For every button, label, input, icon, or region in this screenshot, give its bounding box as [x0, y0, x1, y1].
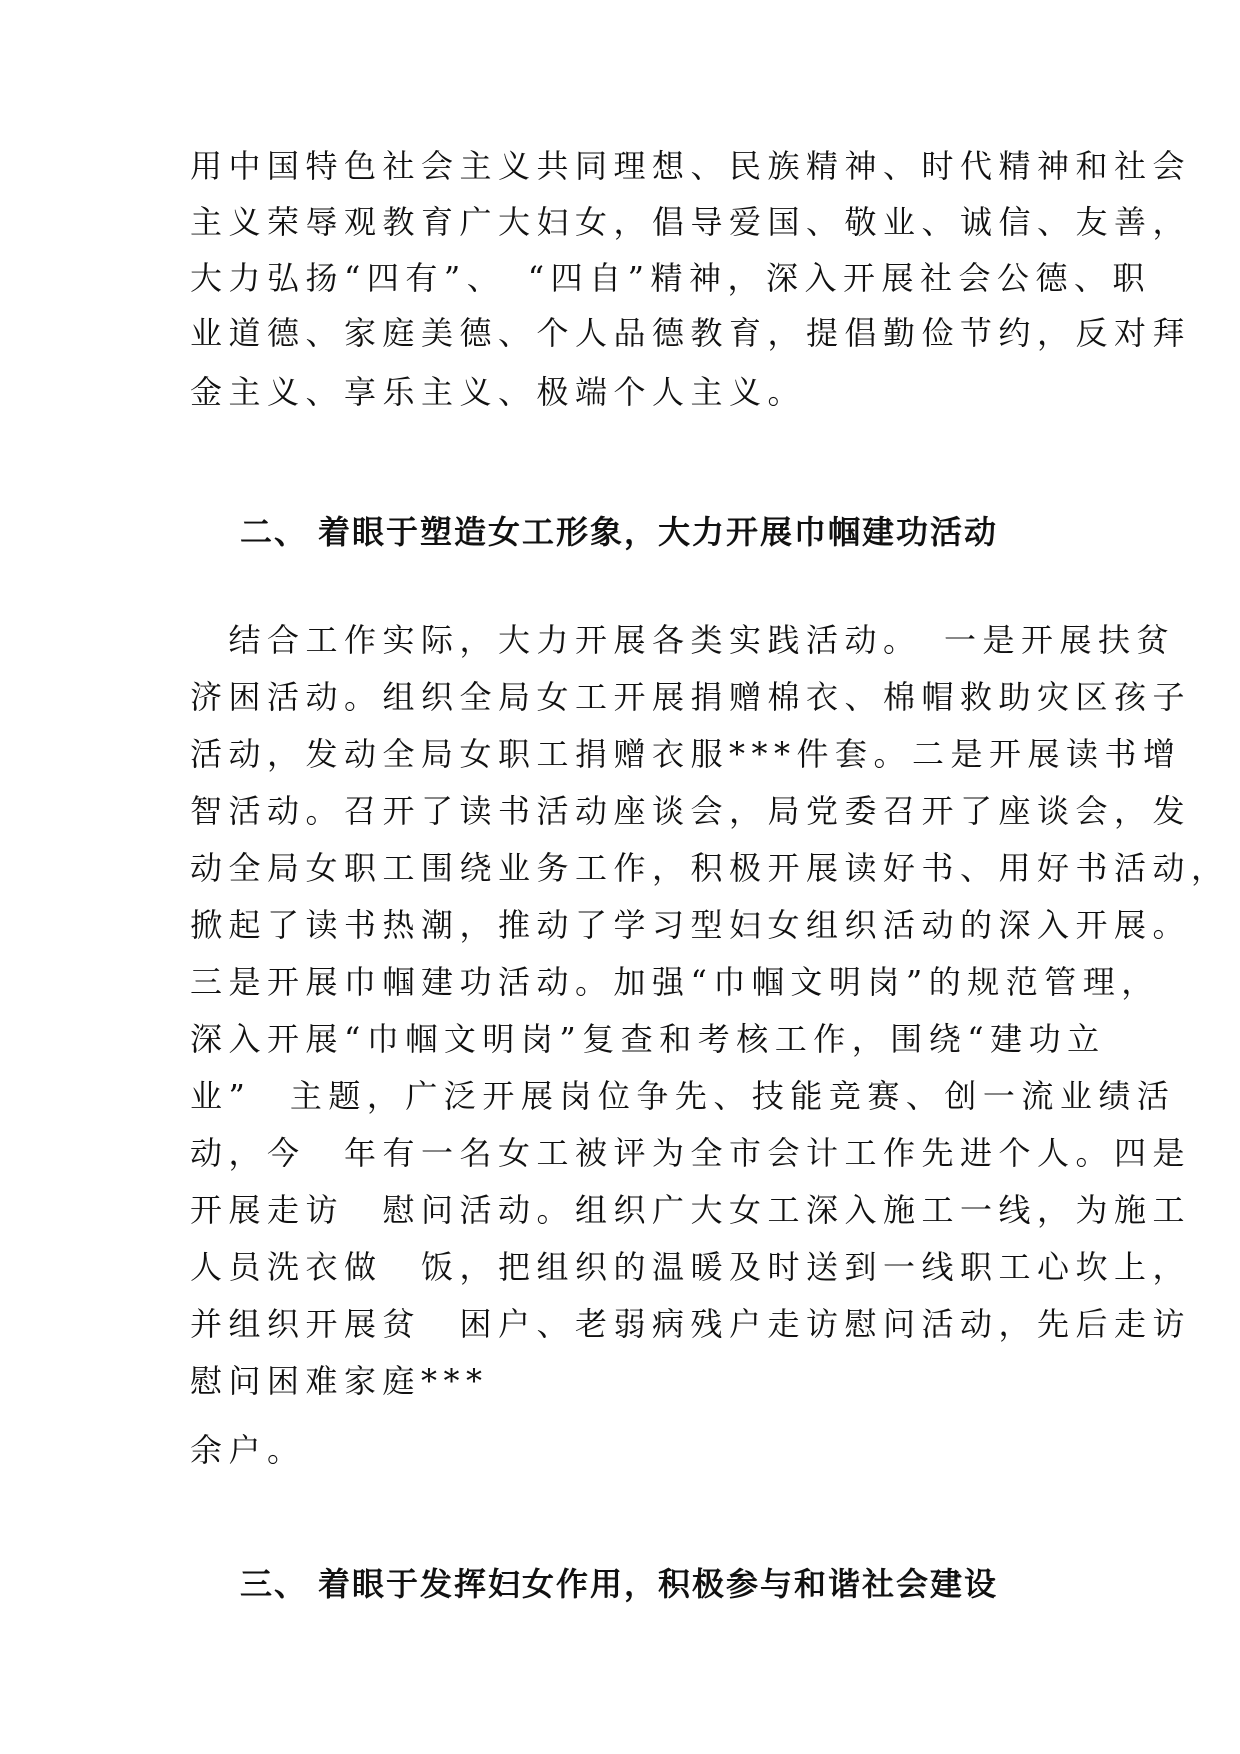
paragraph-2-line-10: 动，今 年有一名女工被评为全市会计工作先进个人。四是	[190, 1134, 1192, 1172]
paragraph-2-line-5: 动全局女职工围绕业务工作，积极开展读好书、用好书活动，	[190, 849, 1230, 887]
paragraph-1-line-1: 用中国特色社会主义共同理想、民族精神、时代精神和社会	[190, 147, 1192, 185]
paragraph-2-line-2: 济困活动。组织全局女工开展捐赠棉衣、棉帽救助灾区孩子	[190, 678, 1192, 716]
paragraph-2-line-14: 慰问困难家庭***	[190, 1362, 489, 1400]
paragraph-2-line-6: 掀起了读书热潮，推动了学习型妇女组织活动的深入开展。	[190, 906, 1192, 944]
paragraph-2-line-12: 人员洗衣做 饭，把组织的温暖及时送到一线职工心坎上，	[190, 1248, 1192, 1286]
paragraph-1-line-4: 业道德、家庭美德、个人品德教育，提倡勤俭节约，反对拜	[190, 314, 1192, 352]
section-3-heading	[240, 1564, 998, 1604]
section-2-heading	[240, 512, 998, 552]
paragraph-2-line-8: 深入开展“巾帼文明岗”复查和考核工作，围绕“建功立	[190, 1020, 1106, 1058]
section-2-number: 二、	[240, 513, 309, 551]
paragraph-2-line-11: 开展走访 慰问活动。组织广大女工深入施工一线，为施工	[190, 1191, 1192, 1229]
paragraph-1-line-5: 金主义、享乐主义、极端个人主义。	[190, 373, 807, 411]
section-2-title: 着眼于塑造女工形象，大力开展巾帼建功活动	[318, 513, 999, 551]
paragraph-2-line-9: 业” 主题，广泛开展岗位争先、技能竞赛、创一流业绩活	[190, 1077, 1176, 1115]
paragraph-2-line-15: 余户。	[190, 1431, 306, 1469]
paragraph-1-line-2: 主义荣辱观教育广大妇女，倡导爱国、敬业、诚信、友善，	[190, 203, 1192, 241]
paragraph-2-line-13: 并组织开展贫 困户、老弱病残户走访慰问活动，先后走访	[190, 1305, 1192, 1343]
section-3-title: 着眼于发挥妇女作用，积极参与和谐社会建设	[318, 1565, 999, 1603]
paragraph-2-line-7: 三是开展巾帼建功活动。加强“巾帼文明岗”的规范管理，	[190, 963, 1160, 1001]
paragraph-2-line-1: 结合工作实际，大力开展各类实践活动。 一是开展扶贫	[190, 621, 1176, 659]
paragraph-2-line-3: 活动，发动全局女职工捐赠衣服***件套。二是开展读书增	[190, 735, 1182, 773]
paragraph-2-line-4: 智活动。召开了读书活动座谈会，局党委召开了座谈会，发	[190, 792, 1192, 830]
section-3-number: 三、	[240, 1565, 309, 1603]
paragraph-1-line-3: 大力弘扬“四有”、 “四自”精神，深入开展社会公德、职	[190, 259, 1151, 297]
